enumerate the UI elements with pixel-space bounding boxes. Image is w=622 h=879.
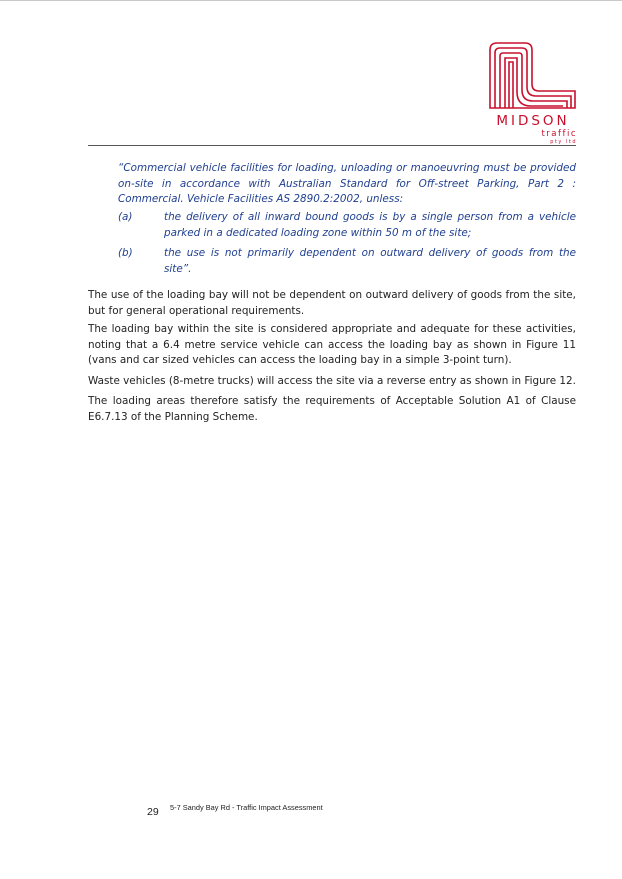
top-border xyxy=(0,0,622,1)
quote-intro: “Commercial vehicle facilities for loading, unloading or manoeuvring must be provided on-site in accordance with Australian Standard for Off-street Parking, Part 2 : Commercial. Vehicle Facilities AS 2890.2:2002, unless: xyxy=(118,162,576,205)
header-divider xyxy=(88,145,576,146)
brand-name: MIDSON xyxy=(496,113,570,129)
body-paragraph: The use of the loading bay will not be dependent on outward delivery of goods from the site, but for general operational requirements. xyxy=(88,289,576,317)
body-paragraph: The loading areas therefore satisfy the requirements of Acceptable Solution A1 of Clause E6.7.13 of the Planning Scheme. xyxy=(88,395,576,423)
quote-item xyxy=(118,246,576,277)
quote-item-letter: (b) xyxy=(118,247,133,259)
quote-item xyxy=(118,210,576,241)
quote-item-text: the delivery of all inward bound goods is by a single person from a vehicle parked in a dedicated loading zone within 50 m of the site; xyxy=(164,211,576,239)
brand-subtitle: traffic xyxy=(541,129,577,139)
quote-item-text: the use is not primarily dependent on outward delivery of goods from the site”. xyxy=(164,247,576,275)
quote-item-letter: (a) xyxy=(118,211,133,223)
body-paragraph: Waste vehicles (8-metre trucks) will access the site via a reverse entry as shown in Figure 12. xyxy=(88,375,576,387)
page-number: 29 xyxy=(147,806,159,818)
brand-company-suffix: pty ltd xyxy=(550,139,577,145)
body-paragraph: The loading bay within the site is considered appropriate and adequate for these activities, noting that a 6.4 metre service vehicle can access the loading bay as shown in Figure 11 (vans and car sized vehicles can access the loading bay in a simple 3-point turn). xyxy=(88,323,576,366)
footer-document-title: 5-7 Sandy Bay Rd - Traffic Impact Assessment xyxy=(170,803,323,812)
logo-mark-icon xyxy=(487,40,579,112)
company-logo xyxy=(487,40,579,146)
